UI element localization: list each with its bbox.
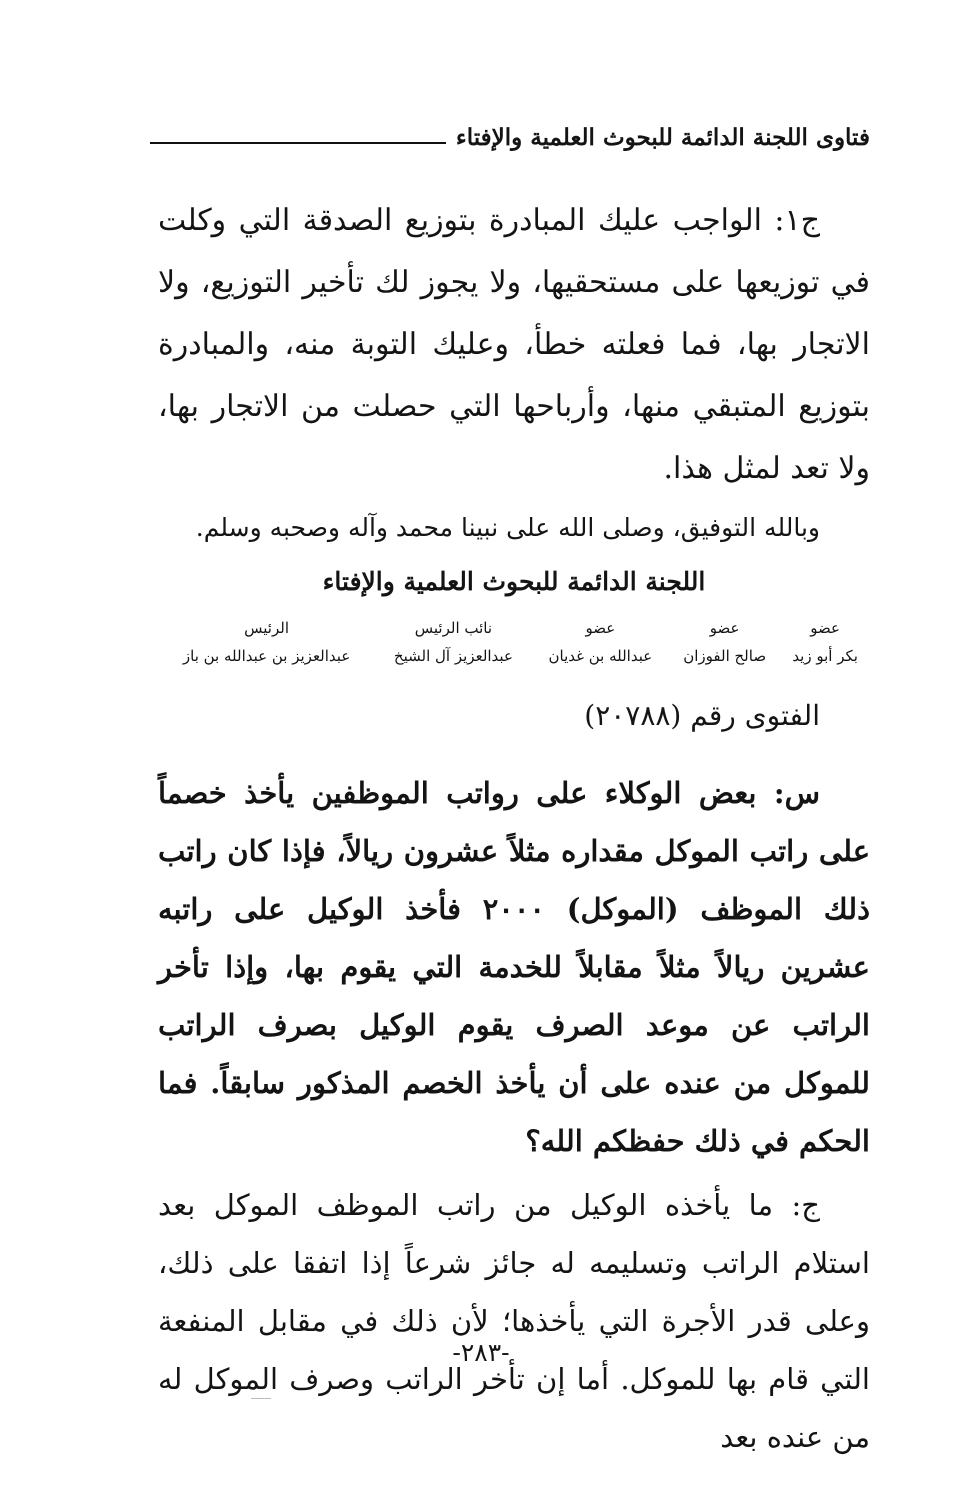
signatory-role: عضو (709, 619, 740, 637)
page-body (158, 190, 870, 1466)
closing-formula: وبالله التوفيق، وصلى الله على نبينا محمد وآله وصحبه وسلم. (195, 513, 820, 542)
signatory-name: صالح الفوزان (683, 647, 767, 665)
signatory-roles-row (158, 614, 870, 642)
page-number: -٢٨٣- (452, 1338, 510, 1367)
signatory-role: نائب الرئيس (414, 619, 493, 637)
running-header (150, 108, 870, 152)
signatory-name: بكر أبو زيد (792, 647, 858, 665)
answer-one-paragraph: ج١: الواجب عليك المبادرة بتوزيع الصدقة التي وكلت في توزيعها على مستحقيها، ولا يجوز لك تأخير التوزيع، ولا الاتجار بها، فما فعلته خطأ، وعليك التوبة منه، والمبادرة بتوزيع المتبقي منها، وأرباحها التي حصلت من الاتجار بها، ولا تعد لمثل هذا. (158, 203, 871, 486)
signatories-table (158, 614, 870, 670)
signatory-name: عبدالعزيز آل الشيخ (393, 647, 513, 665)
signatory-name: عبدالعزيز بن عبدالله بن باز (182, 647, 351, 665)
running-header-title: فتاوى اللجنة الدائمة للبحوث العلمية والإفتاء (455, 124, 870, 152)
committee-title: اللجنة الدائمة للبحوث العلمية والإفتاء (322, 567, 706, 596)
fatwa-number: الفتوى رقم (٢٠٧٨٨) (584, 699, 820, 732)
header-rule (150, 142, 446, 144)
signatory-role: عضو (585, 619, 616, 637)
signatory-role: الرئيس (244, 619, 289, 637)
signatory-name: عبدالله بن غديان (548, 647, 653, 665)
scan-mark (251, 1398, 271, 1399)
question-paragraph: س: بعض الوكلاء على رواتب الموظفين يأخذ خصماً على راتب الموكل مقداره مثلاً عشرون ريالاً، فإذا كان راتب ذلك الموظف (الموكل) ٢٠٠٠ فأخذ الوكيل على راتبه عشرين ريالاً مثلاً مقابلاً للخدمة التي يقوم بها، وإذا تأخر الراتب عن موعد الصرف يقوم الوكيل بصرف الراتب للموكل من عنده على أن يأخذ الخصم المذكور سابقاً. فما الحكم في ذلك حفظكم الله؟ (158, 776, 870, 1158)
answer-two-paragraph: ج: ما يأخذه الوكيل من راتب الموظف الموكل بعد استلام الراتب وتسليمه له جائز شرعاً إذا اتفقا على ذلك، وعلى قدر الأجرة التي يأخذها؛ لأن ذلك في مقابل المنفعة التي قام بها للموكل. أما إن تأخر الراتب وصرف الموكل له من عنده بعد (158, 1188, 870, 1454)
signatory-role: عضو (810, 619, 840, 637)
signatory-names-row (158, 642, 870, 670)
